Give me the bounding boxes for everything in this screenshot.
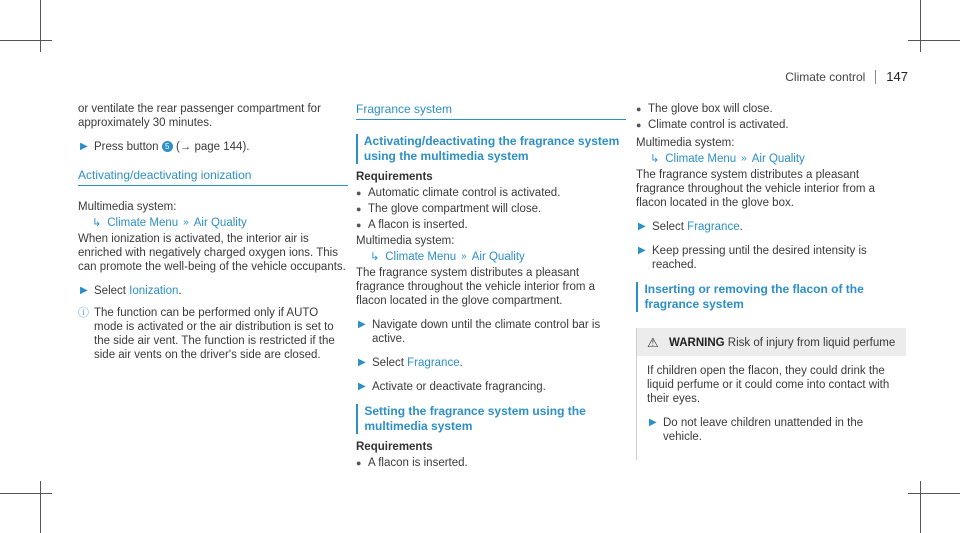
arrow-right-icon: ▶: [358, 381, 366, 392]
path-climate-menu[interactable]: Climate Menu: [385, 251, 457, 263]
subheading-bar: [636, 282, 638, 312]
list-item: ● A flacon is inserted.: [356, 219, 468, 231]
action-step: ▶ Press button 5 (→ page 144).: [80, 141, 250, 153]
subheading-bar: [356, 134, 358, 164]
path-air-quality[interactable]: Air Quality: [193, 217, 247, 229]
crop-mark: [40, 481, 41, 533]
menu-path: [650, 152, 906, 166]
multimedia-label: Multimedia system:: [356, 235, 455, 247]
action-step: ▶ Select Ionization.: [80, 285, 182, 297]
ionization-option[interactable]: Ionization: [129, 285, 179, 297]
list-item: ● A flacon is inserted.: [356, 457, 468, 469]
column-right: [636, 102, 906, 460]
return-arrow-icon: ↳: [650, 153, 660, 165]
path-air-quality[interactable]: Air Quality: [751, 153, 805, 165]
crop-mark: [908, 40, 960, 41]
action-step: ▶ Select Fragrance.: [358, 357, 463, 369]
fragrance-description: The fragrance system distributes a pleasant fragrance throughout the vehicle interior from a flacon located in the glove box.: [636, 169, 876, 209]
column-left: [78, 102, 348, 362]
warning-header: [637, 328, 906, 356]
arrow-right-icon: ▶: [358, 319, 366, 330]
crop-mark: [920, 481, 921, 533]
action-step: ▶ Keep pressing until the desired intensity is reached.: [638, 245, 867, 271]
chapter-title: Climate control: [785, 70, 866, 84]
column-middle: [356, 102, 626, 472]
arrow-right-icon: ▶: [80, 141, 88, 152]
multimedia-label: Multimedia system:: [636, 137, 735, 149]
crop-mark: [0, 493, 52, 494]
fragrance-option[interactable]: Fragrance: [407, 357, 460, 369]
action-step: ▶ Activate or deactivate fragrancing.: [358, 381, 546, 393]
requirements-label: Requirements: [356, 441, 433, 453]
page-number: 147: [886, 69, 908, 84]
arrow-right-icon: ▶: [638, 245, 646, 256]
path-air-quality[interactable]: Air Quality: [471, 251, 525, 263]
requirements-label: Requirements: [356, 171, 433, 183]
path-climate-menu[interactable]: Climate Menu: [665, 153, 737, 165]
header-divider: [875, 70, 876, 84]
crop-mark: [908, 493, 960, 494]
ionization-description: When ionization is activated, the interior air is enriched with negatively charged oxygen ions. This can promote the well-being of the vehicle occupants.: [78, 233, 346, 273]
warning-title: WARNING: [669, 337, 725, 349]
section-title-fragrance: Fragrance system: [356, 102, 626, 120]
double-chevron-icon: »: [741, 153, 747, 164]
crop-mark: [920, 0, 921, 52]
path-climate-menu[interactable]: Climate Menu: [107, 217, 179, 229]
subheading: Activating/deactivating the fragrance system using the multimedia system: [356, 134, 626, 164]
warning-heading: Risk of injury from liquid perfume: [727, 337, 896, 349]
action-step: ▶ Do not leave children unattended in the vehicle.: [649, 417, 864, 443]
intro-text: or ventilate the rear passenger compartment for approximately 30 minutes.: [78, 103, 321, 129]
warning-box: [636, 328, 906, 460]
subheading-bar: [356, 404, 358, 434]
fragrance-description: The fragrance system distributes a pleasant fragrance throughout the vehicle interior from a flacon located in the glove compartment.: [356, 267, 596, 307]
multimedia-label: Multimedia system:: [78, 201, 177, 213]
section-title-ionization: Activating/deactivating ionization: [78, 168, 348, 186]
return-arrow-icon: ↳: [370, 251, 380, 263]
crop-mark: [40, 0, 41, 52]
warning-triangle-icon: ⚠: [647, 335, 659, 350]
page-header: [785, 70, 908, 84]
warning-text: If children open the flacon, they could drink the liquid perfume or it could come into contact with their eyes.: [647, 365, 890, 405]
subheading: Setting the fragrance system using the multimedia system: [356, 404, 626, 434]
arrow-right-icon: ▶: [638, 221, 646, 232]
page-reference[interactable]: (→ page 144).: [172, 141, 250, 153]
subheading: Inserting or removing the flacon of the fragrance system: [636, 282, 906, 312]
return-arrow-icon: ↳: [92, 217, 102, 229]
button-5-badge: 5: [162, 141, 173, 152]
menu-path: [92, 216, 348, 230]
warning-body: [637, 356, 906, 460]
arrow-right-icon: ▶: [80, 285, 88, 296]
fragrance-option[interactable]: Fragrance: [687, 221, 740, 233]
list-item: ● Automatic climate control is activated.: [356, 187, 561, 199]
double-chevron-icon: »: [461, 251, 467, 262]
list-item: ● The glove box will close.: [636, 103, 773, 115]
action-step: ▶ Select Fragrance.: [638, 221, 743, 233]
double-chevron-icon: »: [183, 217, 189, 228]
action-step: ▶ Navigate down until the climate control bar is active.: [358, 319, 601, 345]
arrow-right-icon: ▶: [649, 417, 657, 428]
info-icon: ⓘ: [78, 307, 89, 319]
list-item: ● Climate control is activated.: [636, 119, 789, 131]
note-text: The function can be performed only if AUTO mode is activated or the air distribution is set to the side air vent. The function is restricted if the side air vents on the driver's side are closed.: [94, 307, 335, 361]
menu-path: [370, 250, 626, 264]
note: [78, 306, 348, 362]
crop-mark: [0, 40, 52, 41]
arrow-right-icon: ▶: [358, 357, 366, 368]
list-item: ● The glove compartment will close.: [356, 203, 542, 215]
